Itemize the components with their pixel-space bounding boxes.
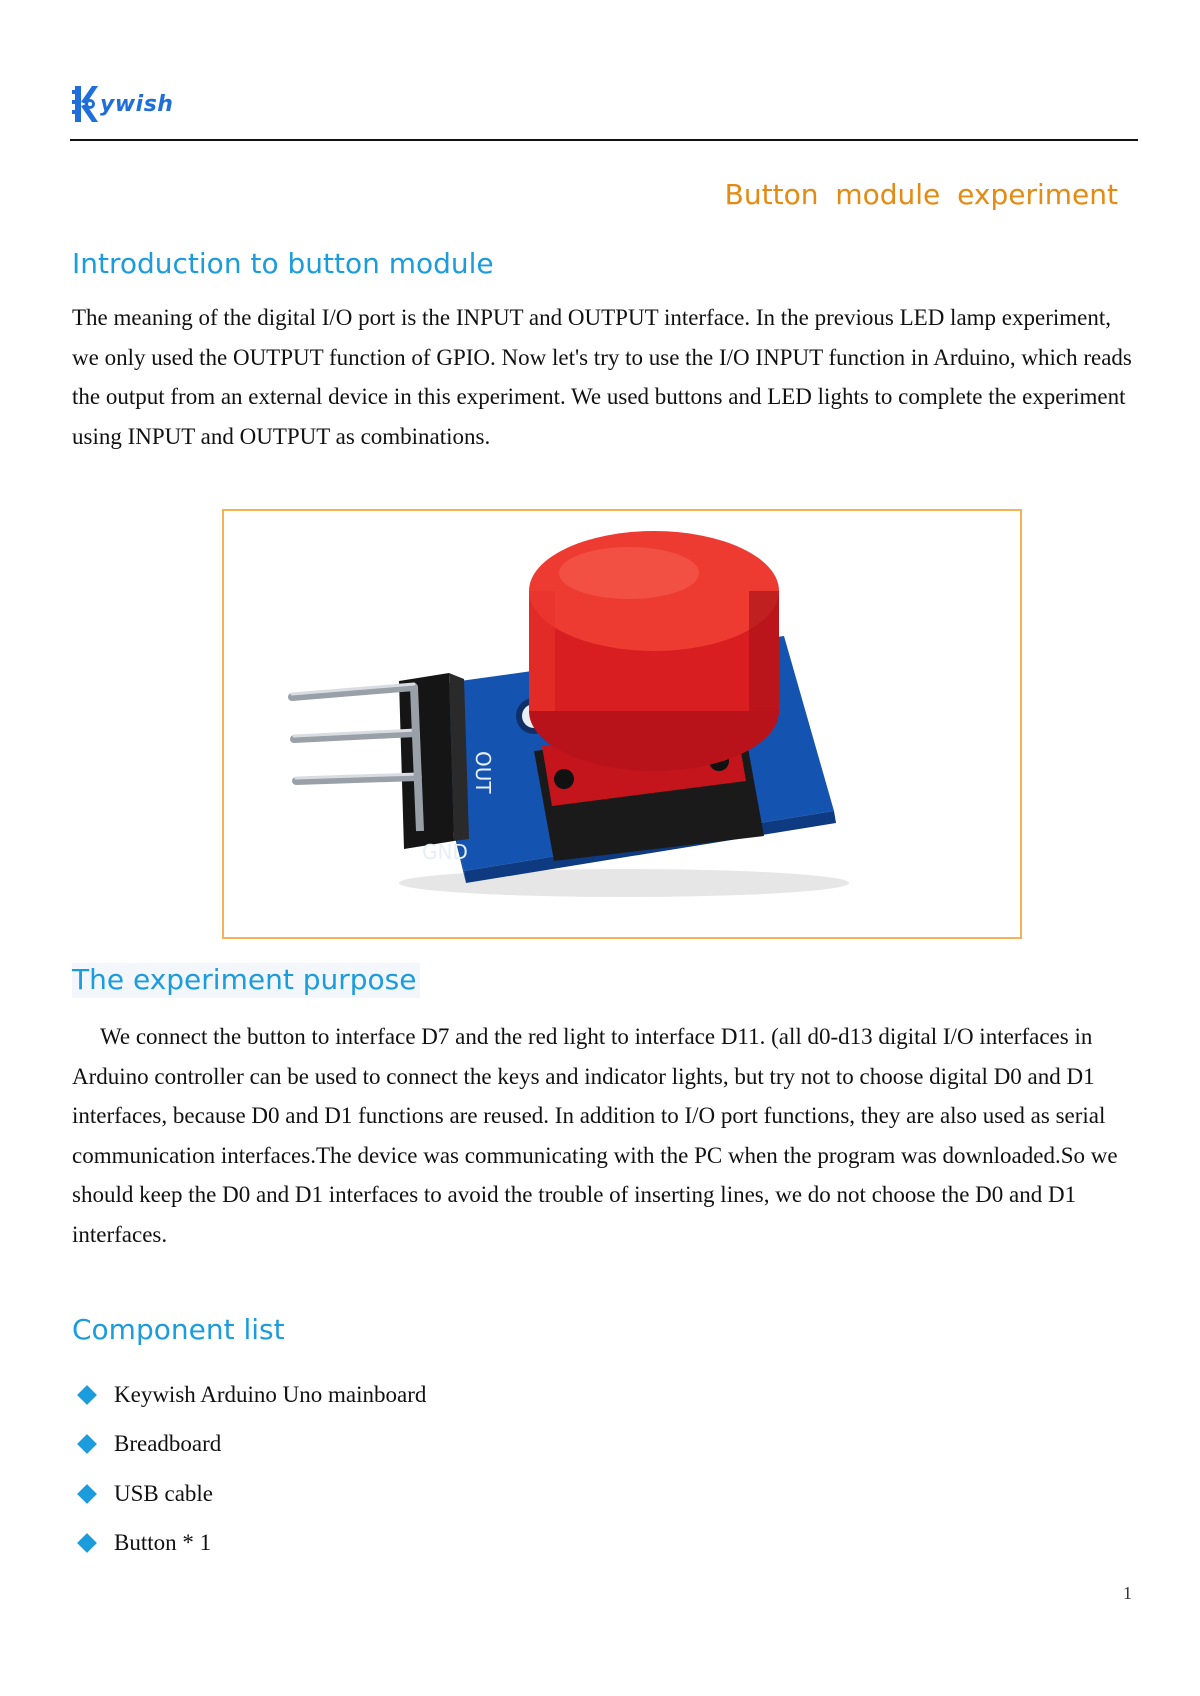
purpose-paragraph: We connect the button to interface D7 and the red light to interface D11. (all d0-d13 digital I/O interfaces in Arduino controller can be used to connect the keys and indicator lights, but try not to choose digital D0 and D1 interfaces, because D0 and D1 functions are reused. In addition to I/O port functions, they are also used as serial communication interfaces.The device was communicating with the PC when the program was downloaded.So we should keep the D0 and D1 interfaces to avoid the trouble of inserting lines, we do not choose the D0 and D1 interfaces. (72, 1024, 1118, 1247)
component-list (72, 1370, 426, 1568)
intro-paragraph: The meaning of the digital I/O port is the INPUT and OUTPUT interface. In the previous LED lamp experiment, we only used the OUTPUT function of GPIO. Now let's try to use the I/O INPUT function in Arduino, which reads the output from an external device in this experiment. We used buttons and LED lights to complete the experiment using INPUT and OUTPUT as combinations. (72, 305, 1132, 449)
list-item-label: Breadboard (114, 1431, 222, 1457)
intro-heading: Introduction to button module (72, 247, 494, 280)
page-number: 1 (1123, 1583, 1132, 1603)
pin-label-gnd: GND (422, 840, 468, 864)
list-item-label: Button * 1 (114, 1530, 212, 1556)
button-module-illustration (224, 511, 1020, 937)
diamond-bullet-icon (77, 1484, 97, 1504)
keywish-logo (72, 84, 173, 124)
logo-text: ywish (100, 91, 174, 117)
diamond-bullet-icon (77, 1385, 97, 1405)
component-list-heading: Component list (72, 1313, 285, 1346)
keywish-gear-k-logo-icon (72, 84, 98, 124)
button-module-photo (222, 509, 1022, 939)
list-item (72, 1420, 426, 1470)
header-rule (70, 139, 1138, 141)
purpose-heading: The experiment purpose (72, 963, 420, 998)
list-item-label: Keywish Arduino Uno mainboard (114, 1381, 427, 1407)
list-item (72, 1469, 426, 1519)
list-item (72, 1519, 426, 1569)
pin-label-out: OUT (471, 751, 495, 794)
list-item-label: USB cable (114, 1480, 214, 1506)
diamond-bullet-icon (77, 1434, 97, 1454)
diamond-bullet-icon (77, 1533, 97, 1553)
document-title: Button module experiment (724, 178, 1118, 211)
list-item (72, 1370, 426, 1420)
